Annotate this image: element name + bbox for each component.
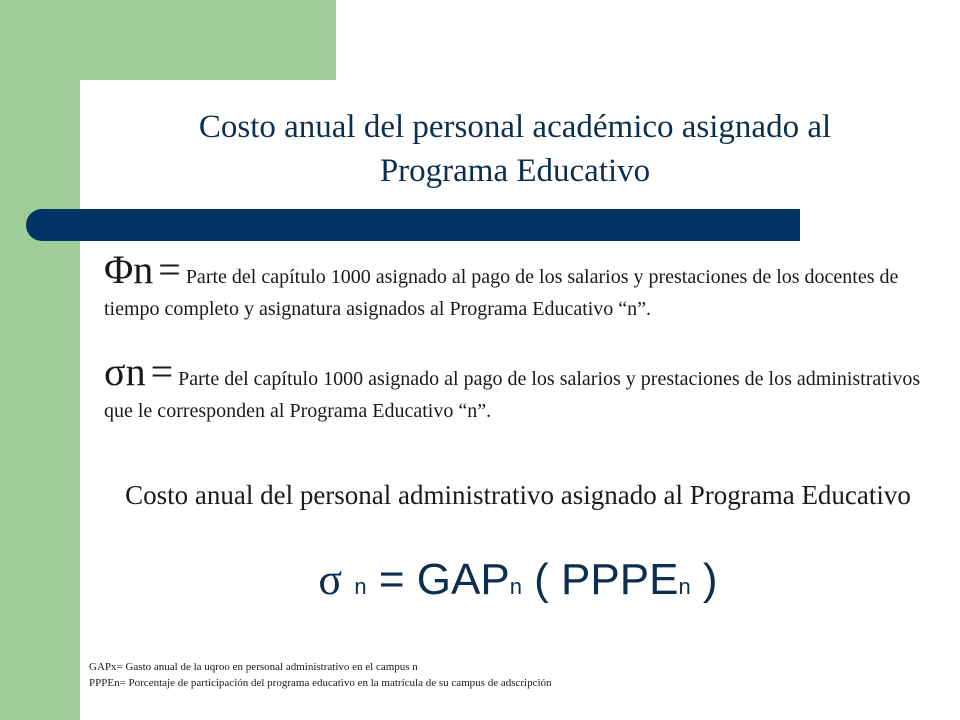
cost-formula <box>108 554 928 613</box>
slide-title: Costo anual del personal académico asignado al Programa Educativo <box>198 109 832 189</box>
footnotes <box>89 659 949 691</box>
formula-sigma: σ <box>318 555 343 604</box>
formula-subscript-1: n <box>354 574 367 599</box>
formula-close: ) <box>690 555 718 604</box>
definition-sigma <box>104 349 934 427</box>
footnote-gap: GAPx= Gasto anual de la uqroo en personal administrativo en el campus n <box>89 661 418 673</box>
footnote-pppe: PPPEn= Porcentaje de participación del programa educativo en la matrícula de su campus de adscripción <box>89 677 552 689</box>
formula-gap: = GAP <box>366 555 510 604</box>
formula-pppe: ( PPPE <box>521 555 679 604</box>
section-subtitle: Costo anual del personal administrativo asignado al Programa Educativo <box>125 480 911 510</box>
title-divider-bar <box>26 209 800 241</box>
phi-symbol: Φn <box>104 247 154 292</box>
formula-subscript-3: n <box>678 574 691 599</box>
phi-description: Parte del capítulo 1000 asignado al pago de los salarios y prestaciones de los docentes de tiempo completo y asignatura asignados al Programa Educativo “n”. <box>104 266 899 320</box>
formula-subscript-2: n <box>509 574 522 599</box>
phi-equals: = <box>158 247 181 292</box>
green-side-panel <box>0 0 80 720</box>
definition-phi <box>104 247 934 325</box>
sigma-symbol: σn <box>104 349 146 394</box>
sigma-description: Parte del capítulo 1000 asignado al pago de los salarios y prestaciones de los administrativos que le corresponden al Programa Educativo “n”. <box>104 368 921 422</box>
green-top-panel <box>0 0 336 80</box>
sigma-equals: = <box>150 349 174 394</box>
